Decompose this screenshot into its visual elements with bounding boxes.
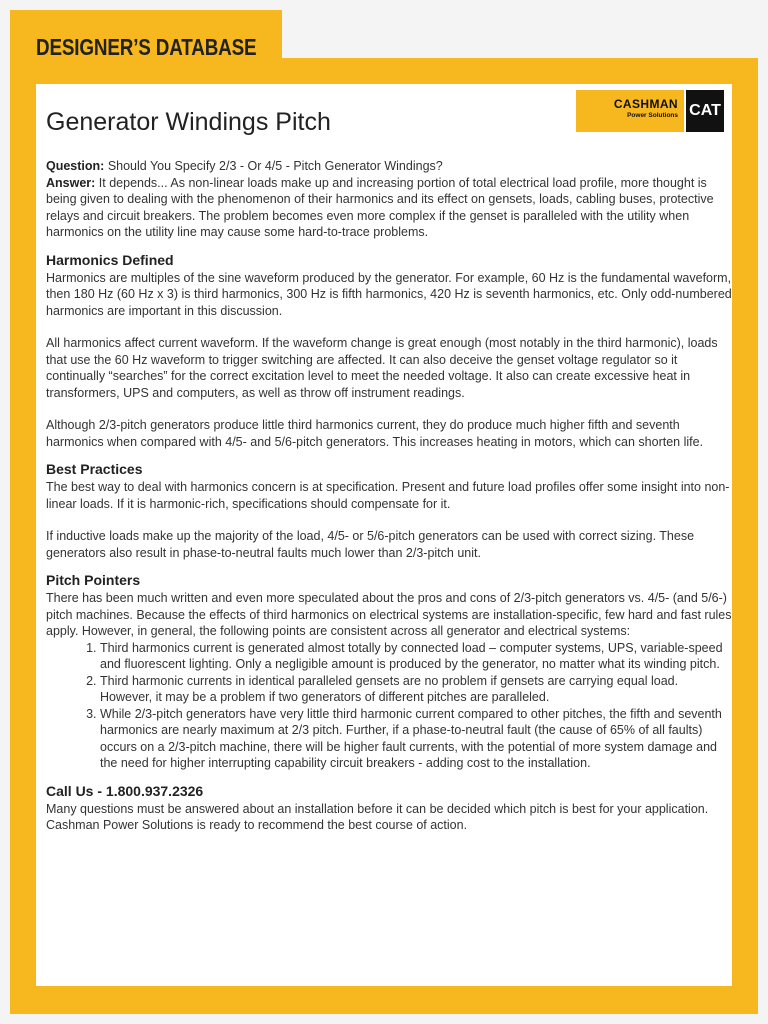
cashman-cat-logo bbox=[576, 90, 724, 132]
list-item: 3. While 2/3-pitch generators have very little third harmonic current compared to other pitches, the fifth and seventh harmonics are nearly maximum at 2/3 pitch. Further, if a phase-to-neutral fault (the cause of 65% of all faults) occurs on a 2/3-pitch machine, there will be higher fault currents, with the potential of more system damage and the need for higher interrupting capability circuit breakers - adding cost to the installation. bbox=[100, 706, 732, 772]
list-item: 1. Third harmonics current is generated almost totally by connected load – computer systems, UPS, variable-speed and fluorescent lighting. Only a negligible amount is produced by the generator, no matter what its winding pitch. bbox=[100, 640, 732, 673]
question-label: Question: bbox=[46, 159, 105, 173]
cat-logo: CAT bbox=[686, 90, 724, 132]
page-title: Generator Windings Pitch bbox=[46, 108, 331, 136]
answer-label: Answer: bbox=[46, 175, 96, 190]
answer-paragraph bbox=[46, 175, 732, 241]
question-line bbox=[46, 158, 732, 175]
call-us-paragraph: Many questions must be answered about an installation before it can be decided which pitch is best for your application. Cashman Power Solutions is ready to recommend the best course of action. bbox=[46, 801, 709, 832]
pitch-pointers-heading: Pitch Pointers bbox=[46, 572, 141, 588]
best-practices-heading: Best Practices bbox=[46, 461, 143, 477]
harmonics-paragraph-3: Although 2/3-pitch generators produce little third harmonics current, they do produce much higher fifth and seventh harmonics when compared with 4/5- and 5/6-pitch generators. This increases heating in motors, which can shorten life. bbox=[46, 418, 704, 449]
harmonics-heading: Harmonics Defined bbox=[46, 251, 174, 268]
database-title: DESIGNER’S DATABASE bbox=[36, 34, 257, 60]
list-item: 2. Third harmonic currents in identical paralleled gensets are no problem if gensets are carrying equal load. However, it may be a problem if two generators of different pitches are paralleled. bbox=[100, 673, 732, 706]
logo-brand-text: CASHMAN bbox=[613, 97, 678, 111]
answer-text: It depends... As non-linear loads make up and increasing portion of total electrical load profile, more thought is being given to dealing with the phenomenon of their harmonics and its effect on gensets, loads, cabling buses, protective relays and circuit breakers. The problem becomes even more complex if the genset is paralleled with the utility when harmonics on the utility line may cause some hard-to-trace problems. bbox=[46, 175, 714, 239]
pitch-pointers-list bbox=[46, 640, 732, 772]
call-us-heading: Call Us - 1.800.937.2326 bbox=[46, 782, 204, 799]
harmonics-paragraph-2: All harmonics affect current waveform. If the waveform change is great enough (most notably in the third harmonic), loads that use the 60 Hz waveform to trigger switching are affected. It can also deceive the genset voltage regulator so it continually “searches” for the correct excitation level to meet the needed voltage. It also can create excessive heat in transformers, UPS and computers, as well as throw off instrument readings. bbox=[46, 336, 718, 400]
best-practices-paragraph-2: If inductive loads make up the majority of the load, 4/5- or 5/6-pitch generators can be used with correct sizing. These generators also result in phase-to-neutral faults much lower than 2/3-pitch unit. bbox=[46, 529, 695, 560]
logo-subbrand-text: Power Solutions bbox=[627, 112, 678, 119]
pitch-pointers-paragraph: There has been much written and even more speculated about the pros and cons of 2/3-pitch generators vs. 4/5- (and 5/6-) pitch machines. Because the effects of third harmonics on electrical systems are installation-specific, few hard and fast rules apply. However, in general, the following points are consistent across all generator and electrical systems: bbox=[46, 591, 732, 638]
harmonics-paragraph-1: Harmonics are multiples of the sine waveform produced by the generator. For example, 60 Hz is the fundamental waveform, then 180 Hz (60 Hz x 3) is third harmonics, 300 Hz is fifth harmonics, 420 Hz is seventh harmonics, etc. Only odd-numbered harmonics are important in this discussion. bbox=[46, 270, 732, 318]
question-text: Should You Specify 2/3 - Or 4/5 - Pitch Generator Windings? bbox=[104, 159, 443, 173]
article-body bbox=[46, 158, 732, 834]
best-practices-paragraph-1: The best way to deal with harmonics concern is at specification. Present and future load profiles offer some insight into non-linear loads. If it is harmonic-rich, specifications should compensate for it. bbox=[46, 480, 730, 511]
